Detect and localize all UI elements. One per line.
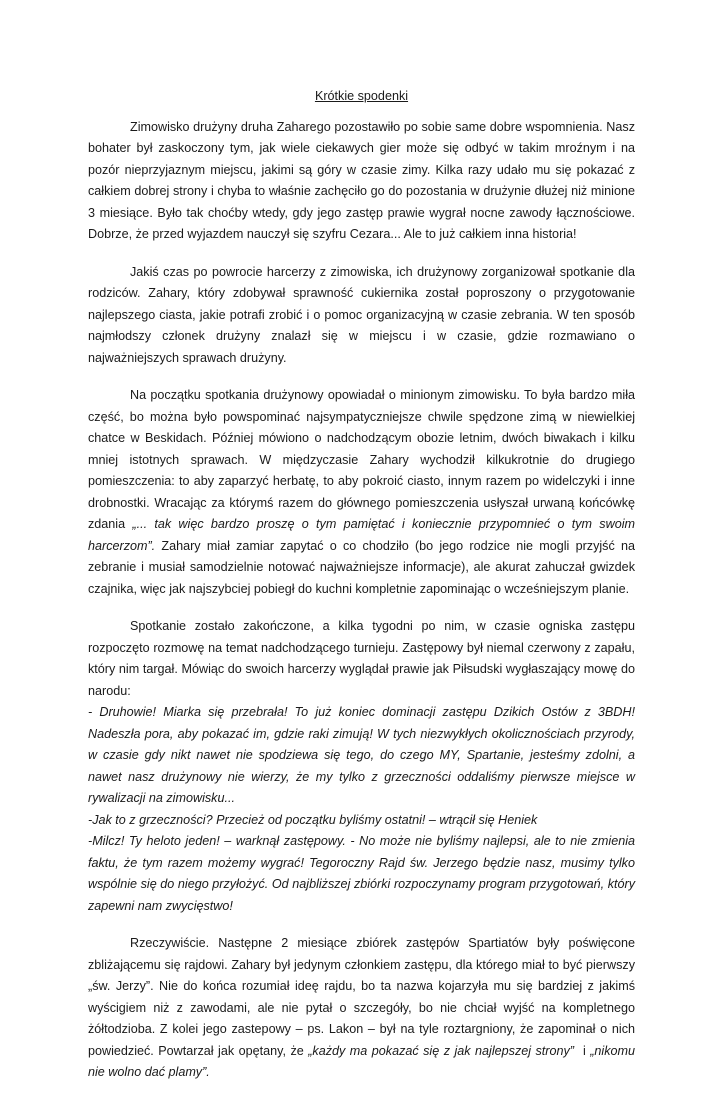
paragraph-2: Jakiś czas po powrocie harcerzy z zimowiska, ich drużynowy zorganizował spotkanie dla rodziców. Zahary, który zdobywał sprawność cukiernika został poproszony o przygotowanie najlepszego ciasta, jakie potrafi zrobić i o pomoc organizacyjną w czasie zebrania. W ten sposób najmłodszy członek drużyny znalazł się w miejscu i w czasie, gdzie rozmawiano o najważniejszych sprawach drużyny.	[88, 264, 635, 365]
dialog-line-3: -Milcz! Ty heloto jeden! – warknął zastępowy. - No może nie byliśmy najlepsi, ale to nie zmienia faktu, że tym razem możemy wygrać! Tegoroczny Rajd św. Jerzego będzie nasz, musimy tylko wspólnie się do niego przyłożyć. Od najbliższej zbiórki rozpoczynamy program przygotowań, który zapewni nam zwycięstwo!	[88, 834, 635, 913]
paragraph-5-quote-2: „nikomu nie wolno dać plamy”.	[88, 1043, 636, 1079]
paragraph-1: Zimowisko drużyny druha Zaharego pozostawiło po sobie same dobre wspomnienia. Nasz bohater był zaskoczony tym, jak wiele ciekawych gier może się odbyć w takim mroźnym i na pozór nieprzyjaznym miejscu, jakimi są góry w czasie zimy. Kilka razy udało mu się pokazać z całkiem dobrej strony i chyba to właśnie zachęciło go do pozostania w drużynie dłużej niż minione 3 miesiące. Było tak choćby wtedy, gdy jego zastęp prawie wygrał nocne zawody łącznościowe. Dobrze, że przed wyjazdem nauczył się szyfru Cezara... Ale to już całkiem inna historia!	[88, 119, 635, 241]
paragraph-3-text-a: Na początku spotkania drużynowy opowiadał o minionym zimowisku. To była bardzo miła część, bo można było powspominać najsympatyczniejsze chwile spędzone zimą w niewielkiej chatce w Beskidach. Później mówiono o nadchodzącym obozie letnim, dwóch biwakach i kilku mniej istotnych sprawach. W międzyczasie Zahary wychodził kilkukrotnie do drugiego pomieszczenia: to aby zaparzyć herbatę, to aby pokroić ciasto, innym razem po widelczyki i inne drobnostki. Wracając za którymś razem do głównego pomieszczenia usłyszał urwaną końcówkę zdania	[88, 388, 635, 531]
paragraph-4-intro: Spotkanie zostało zakończone, a kilka tygodni po nim, w czasie ogniska zastępu rozpoczęto rozmowę na temat nadchodzącego turnieju. Zastępowy był niemal czerwony z zapału, który nim targał. Mówiąc do swoich harcerzy wyglądał prawie jak Piłsudski wygłaszający mowę do narodu:	[88, 619, 635, 698]
paragraph-5-text-a: Rzeczywiście. Następne 2 miesiące zbiórek zastępów Spartiatów były poświęcone zbliżającemu się rajdowi. Zahary był jedynym członkiem zastępu, dla którego miał to być pierwszy „św. Jerzy”. Nie do końca rozumiał ideę rajdu, bo ta nazwa kojarzyła mu się bardziej z jakimś wyścigiem niż z zawodami, ale nie pytał o szczegóły, bo nie chciał wyjść na kompletnego żółtodzioba. Z kolei jego zastepowy – ps. Lakon – był na tyle roztargniony, że zapominał o nich powiedzieć. Powtarzał jak opętany, że	[88, 936, 635, 1058]
dialog-line-2: -Jak to z grzeczności? Przecież od początku byliśmy ostatni! – wtrącił się Heniek	[88, 812, 538, 827]
document-title: Krótkie spodenki	[314, 89, 409, 103]
dialog-line-1: - Druhowie! Miarka się przebrała! To już koniec dominacji zastępu Dzikich Ostów z 3BDH! Nadeszła pora, aby pokazać im, gdzie raki zimują! W tych niezwykłych okolicznościach przyrody, w czasie gdy nikt nawet nie spodziewa się tego, do czego MY, Spartanie, jesteśmy zdolni, a nawet nasz drużynowy nie wierzy, że my tylko z grzeczności oddaliśmy pierwsze miejsce w rywalizacji na zimowisku...	[88, 705, 635, 805]
paragraph-3-text-b: Zahary miał zamiar zapytać o co chodziło (bo jego rodzice nie mogli przyjść na zebranie i musiał samodzielnie notować najważniejsze informacje), ale akurat zahuczał gwizdek czajnika, więc jak najszybciej pobiegł do kuchni kompletnie zapominając o wcześniejszym planie.	[88, 538, 635, 596]
paragraph-3	[88, 385, 635, 600]
paragraph-5	[88, 933, 635, 1084]
paragraph-5-quote-1: „każdy ma pokazać się z jak najlepszej strony”	[308, 1043, 575, 1058]
paragraph-5-mid: i	[574, 1043, 591, 1058]
document-body	[88, 86, 635, 1100]
paragraph-4	[88, 616, 635, 917]
paragraph-3-quote: „... tak więc bardzo proszę o tym pamiętać i koniecznie przypomnieć o tym swoim harcerzom”.	[88, 517, 635, 553]
